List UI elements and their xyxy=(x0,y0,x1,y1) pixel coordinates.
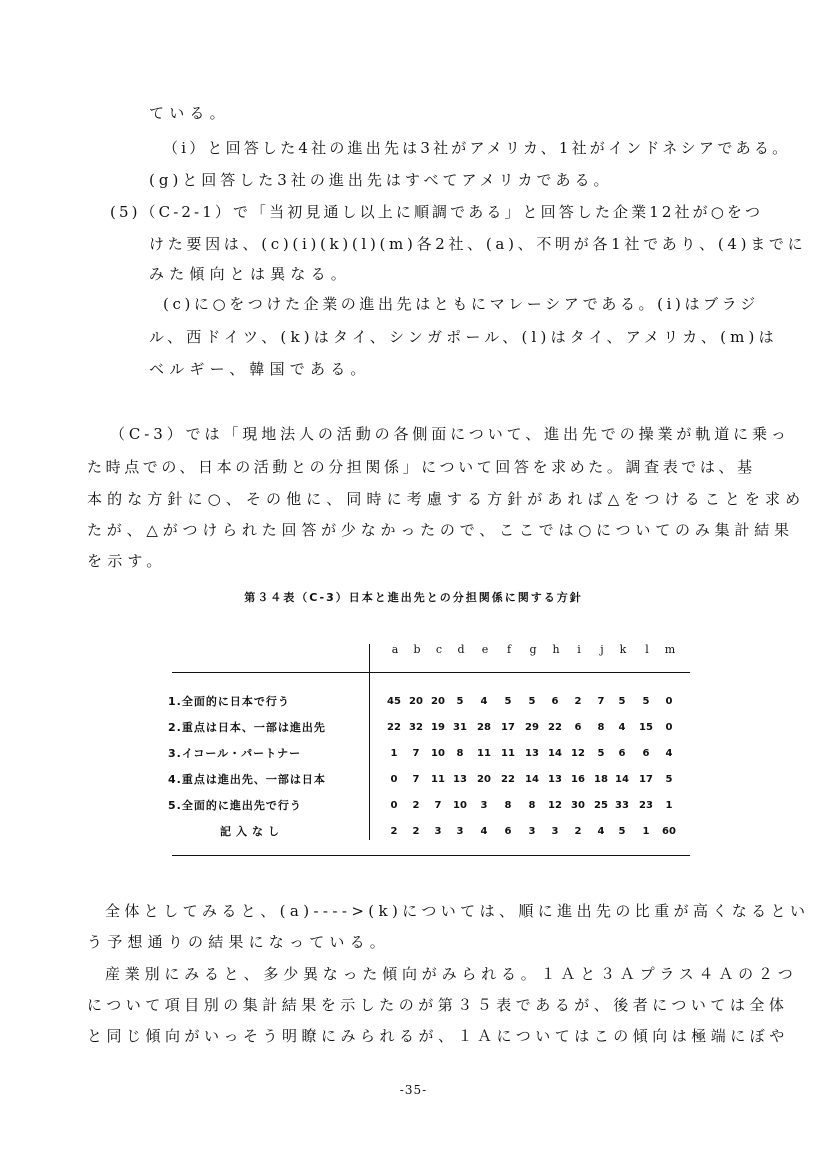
table-caption: 第３４表（C-3）日本と進出先との分担関係に関する方針 xyxy=(244,591,583,604)
column-header-f: f xyxy=(506,643,512,656)
table-cell: 20 xyxy=(409,696,423,707)
table-cell: 30 xyxy=(571,800,585,811)
column-header-a: a xyxy=(391,643,399,656)
intro-line-9: ベルギー、韓国である。 xyxy=(149,360,371,378)
closing-line-5: と同じ傾向がいっそう明瞭にみられるが、１Ａについてはこの傾向は極端にぼや xyxy=(87,1027,789,1045)
table-cell: 2 xyxy=(574,826,582,837)
column-header-c: c xyxy=(435,643,443,656)
section-line-3: 本的な方針に○、その他に、同時に考慮する方針があれば△をつけることを求め xyxy=(87,490,806,508)
table-cell: 5 xyxy=(504,696,512,707)
intro-line-5: けた要因は、(c)(i)(k)(l)(m)各2社、(a)、不明が各1社であり、(4)までに xyxy=(149,235,807,253)
column-header-d: d xyxy=(457,643,465,656)
table-cell: 20 xyxy=(477,774,491,785)
intro-line-1: ている。 xyxy=(149,104,230,122)
table-cell: 8 xyxy=(597,722,605,733)
table-cell: 11 xyxy=(501,748,515,759)
table-cell: 5 xyxy=(618,826,626,837)
closing-line-3: 産業別にみると、多少異なった傾向がみられる。１Ａと３Ａプラス４Ａの２つ xyxy=(105,965,798,983)
column-header-j: j xyxy=(600,643,604,656)
table-cell: 13 xyxy=(453,774,467,785)
table-cell: 1 xyxy=(390,748,398,759)
table-cell: 4 xyxy=(618,722,626,733)
intro-line-7: (c)に○をつけた企業の進出先はともにマレーシアである。(i)はブラジ xyxy=(163,295,759,313)
table-cell: 11 xyxy=(431,774,445,785)
table-cell: 4 xyxy=(480,826,488,837)
intro-line-3: (g)と回答した3社の進出先はすべてアメリカである。 xyxy=(149,171,613,189)
table-cell: 5 xyxy=(597,748,605,759)
row-label-3: 3.イコール・パートナー xyxy=(168,747,302,760)
table-cell: 13 xyxy=(548,774,562,785)
table-cell: 3 xyxy=(480,800,488,811)
table-cell: 31 xyxy=(453,722,467,733)
table-cell: 14 xyxy=(525,774,539,785)
table-cell: 12 xyxy=(571,748,585,759)
section-line-2: た時点での、日本の活動との分担関係」について回答を求めた。調査表では、基 xyxy=(87,458,756,476)
closing-line-1: 全体としてみると、(a)---->(k)については、順に進出先の比重が高くなるとい xyxy=(105,902,810,920)
table-cell: 10 xyxy=(453,800,467,811)
column-header-e: e xyxy=(481,643,489,656)
column-header-b: b xyxy=(413,643,421,656)
page-number: -35- xyxy=(399,1083,428,1097)
table-cell: 10 xyxy=(431,748,445,759)
table-cell: 0 xyxy=(390,774,398,785)
section-line-4: たが、△がつけられた回答が少なかったので、ここでは○についてのみ集計結果 xyxy=(87,521,794,539)
table-cell: 3 xyxy=(551,826,559,837)
table-cell: 3 xyxy=(528,826,536,837)
table-cell: 7 xyxy=(412,748,420,759)
row-label-6: 記入なし xyxy=(220,825,284,838)
table-cell: 17 xyxy=(639,774,653,785)
table-cell: 33 xyxy=(615,800,629,811)
column-header-m: m xyxy=(664,643,676,656)
table-cell: 17 xyxy=(501,722,515,733)
table-cell: 6 xyxy=(504,826,512,837)
table-cell: 18 xyxy=(594,774,608,785)
table-cell: 6 xyxy=(642,748,650,759)
table-cell: 29 xyxy=(525,722,539,733)
closing-line-4: について項目別の集計結果を示したのが第３５表であるが、後者については全体 xyxy=(87,996,789,1014)
table-cell: 12 xyxy=(548,800,562,811)
table-cell: 8 xyxy=(528,800,536,811)
table-cell: 8 xyxy=(456,748,464,759)
table-cell: 5 xyxy=(665,774,673,785)
intro-line-4: (5)（C-2-1）で「当初見通し以上に順調である」と回答した企業12社が○をつ xyxy=(110,203,764,221)
table-cell: 45 xyxy=(387,696,401,707)
table-cell: 1 xyxy=(665,800,673,811)
table-top-rule xyxy=(172,672,690,673)
table-cell: 6 xyxy=(551,696,559,707)
table-cell: 5 xyxy=(618,696,626,707)
table-cell: 4 xyxy=(480,696,488,707)
closing-line-2: う予想通りの結果になっている。 xyxy=(87,933,391,951)
table-cell: 14 xyxy=(548,748,562,759)
table-cell: 6 xyxy=(574,722,582,733)
table-cell: 16 xyxy=(571,774,585,785)
table-cell: 5 xyxy=(456,696,464,707)
table-cell: 7 xyxy=(412,774,420,785)
section-line-1: （C-3）では「現地法人の活動の各側面について、進出先での操業が軌道に乗っ xyxy=(110,425,790,443)
table-cell: 7 xyxy=(597,696,605,707)
section-line-5: を示す。 xyxy=(87,552,167,570)
row-label-4: 4.重点は進出先、一部は日本 xyxy=(168,773,326,786)
table-cell: 5 xyxy=(528,696,536,707)
table-cell: 22 xyxy=(387,722,401,733)
row-label-2: 2.重点は日本、一部は進出先 xyxy=(168,721,326,734)
table-cell: 2 xyxy=(574,696,582,707)
table-cell: 0 xyxy=(390,800,398,811)
table-cell: 4 xyxy=(597,826,605,837)
table-cell: 1 xyxy=(642,826,650,837)
table-cell: 22 xyxy=(501,774,515,785)
table-cell: 2 xyxy=(412,800,420,811)
intro-line-2: （i）と回答した4社の進出先は3社がアメリカ、1社がインドネシアである。 xyxy=(163,139,791,157)
table-cell: 23 xyxy=(639,800,653,811)
table-cell: 7 xyxy=(434,800,442,811)
table-cell: 3 xyxy=(456,826,464,837)
column-header-i: i xyxy=(577,643,581,656)
table-cell: 32 xyxy=(409,722,423,733)
table-cell: 2 xyxy=(412,826,420,837)
table-cell: 2 xyxy=(390,826,398,837)
table-cell: 14 xyxy=(615,774,629,785)
table-cell: 0 xyxy=(665,722,673,733)
table-cell: 5 xyxy=(642,696,650,707)
row-label-5: 5.全面的に進出先で行う xyxy=(168,799,302,812)
column-header-k: k xyxy=(619,643,627,656)
table-cell: 13 xyxy=(525,748,539,759)
column-header-l: l xyxy=(645,643,649,656)
table-cell: 22 xyxy=(548,722,562,733)
intro-line-6: みた傾向とは異なる。 xyxy=(149,265,352,283)
column-header-h: h xyxy=(552,643,560,656)
table-cell: 11 xyxy=(477,748,491,759)
intro-line-8: ル、西ドイツ、(k)はタイ、シンガポール、(l)はタイ、アメリカ、(m)は xyxy=(149,328,778,346)
table-cell: 0 xyxy=(665,696,673,707)
row-label-1: 1.全面的に日本で行う xyxy=(168,695,290,708)
table-cell: 19 xyxy=(431,722,445,733)
table-cell: 8 xyxy=(504,800,512,811)
table-cell: 3 xyxy=(434,826,442,837)
table-cell: 6 xyxy=(618,748,626,759)
table-cell: 15 xyxy=(639,722,653,733)
table-cell: 25 xyxy=(594,800,608,811)
table-cell: 4 xyxy=(665,748,673,759)
table-bottom-rule xyxy=(172,855,690,856)
table-cell: 60 xyxy=(662,826,676,837)
table-divider xyxy=(369,644,370,840)
table-cell: 28 xyxy=(477,722,491,733)
table-cell: 20 xyxy=(431,696,445,707)
column-header-g: g xyxy=(529,643,537,656)
